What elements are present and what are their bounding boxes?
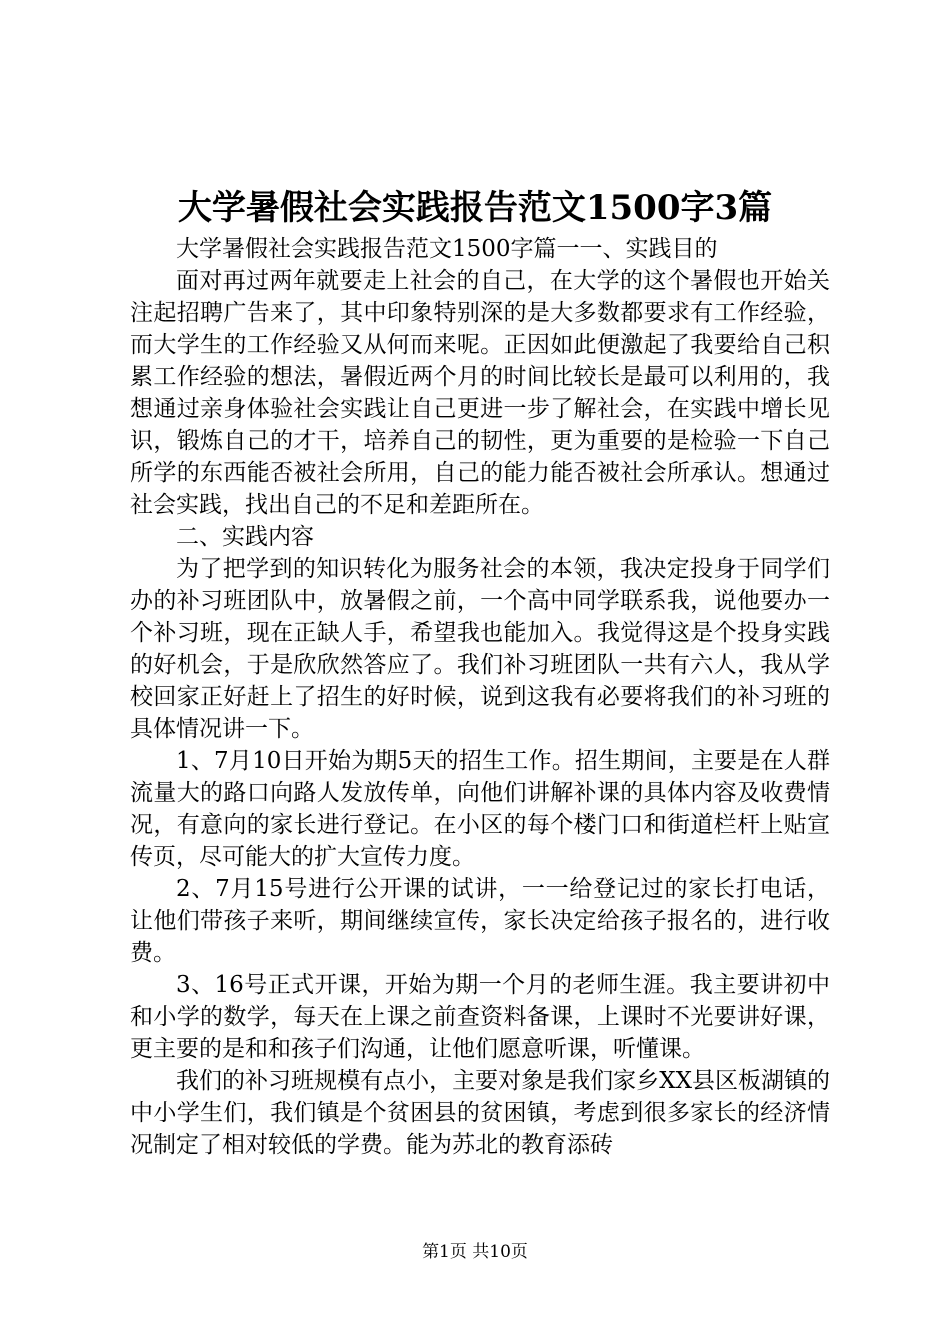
paragraph-section-content-heading: 二、实践内容 <box>176 524 314 550</box>
paragraph-content-intro: 为了把学到的知识转化为服务社会的本领，我决定投身于同学们办的补习班团队中，放暑假之前，一个高中同学联系我，说他要办一个补习班，现在正缺人手，希望我也能加入。我觉得这是个投身实践的好机会，于是欣欣然答应了。我们补习班团队一共有六人，我从学校回家正好赶上了招生的好时候，说到这我有必要将我们的补习班的具体情况讲一下。 <box>130 556 830 742</box>
paragraph-item-3: 3、16号正式开课，开始为期一个月的老师生涯。我主要讲初中和小学的数学，每天在上课之前查资料备课，上课时不光要讲好课，更主要的是和和孩子们沟通，让他们愿意听课，听懂课。 <box>130 972 830 1062</box>
paragraph-scale: 我们的补习班规模有点小，主要对象是我们家乡XX县区板湖镇的中小学生们，我们镇是个贫困县的贫困镇，考虑到很多家长的经济情况制定了相对较低的学费。能为苏北的教育添砖 <box>130 1068 830 1158</box>
document-title: 大学暑假社会实践报告范文1500字3篇 <box>177 188 773 228</box>
document-body <box>130 233 830 1161</box>
paragraph-purpose: 面对再过两年就要走上社会的自己，在大学的这个暑假也开始关注起招聘广告来了，其中印象特别深的是大多数都要求有工作经验，而大学生的工作经验又从何而来呢。正因如此便激起了我要给自己积累工作经验的想法，暑假近两个月的时间比较长是最可以利用的，我想通过亲身体验社会实践让自己更进一步了解社会，在实践中增长见识，锻炼自己的才干，培养自己的韧性，更为重要的是检验一下自己所学的东西能否被社会所用，自己的能力能否被社会所承认。想通过社会实践，找出自己的不足和差距所在。 <box>130 268 830 518</box>
page-footer: 第1页 共10页 <box>422 1242 528 1262</box>
paragraph-item-1: 1、7月10日开始为期5天的招生工作。招生期间，主要是在人群流量大的路口向路人发放传单，向他们讲解补课的具体内容及收费情况，有意向的家长进行登记。在小区的每个楼门口和街道栏杆上贴宣传页，尽可能大的扩大宣传力度。 <box>130 748 830 870</box>
paragraph-item-2: 2、7月15号进行公开课的试讲，一一给登记过的家长打电话，让他们带孩子来听，期间继续宣传，家长决定给孩子报名的，进行收费。 <box>130 876 830 966</box>
paragraph-heading-intro: 大学暑假社会实践报告范文1500字篇一一、实践目的 <box>176 236 718 262</box>
